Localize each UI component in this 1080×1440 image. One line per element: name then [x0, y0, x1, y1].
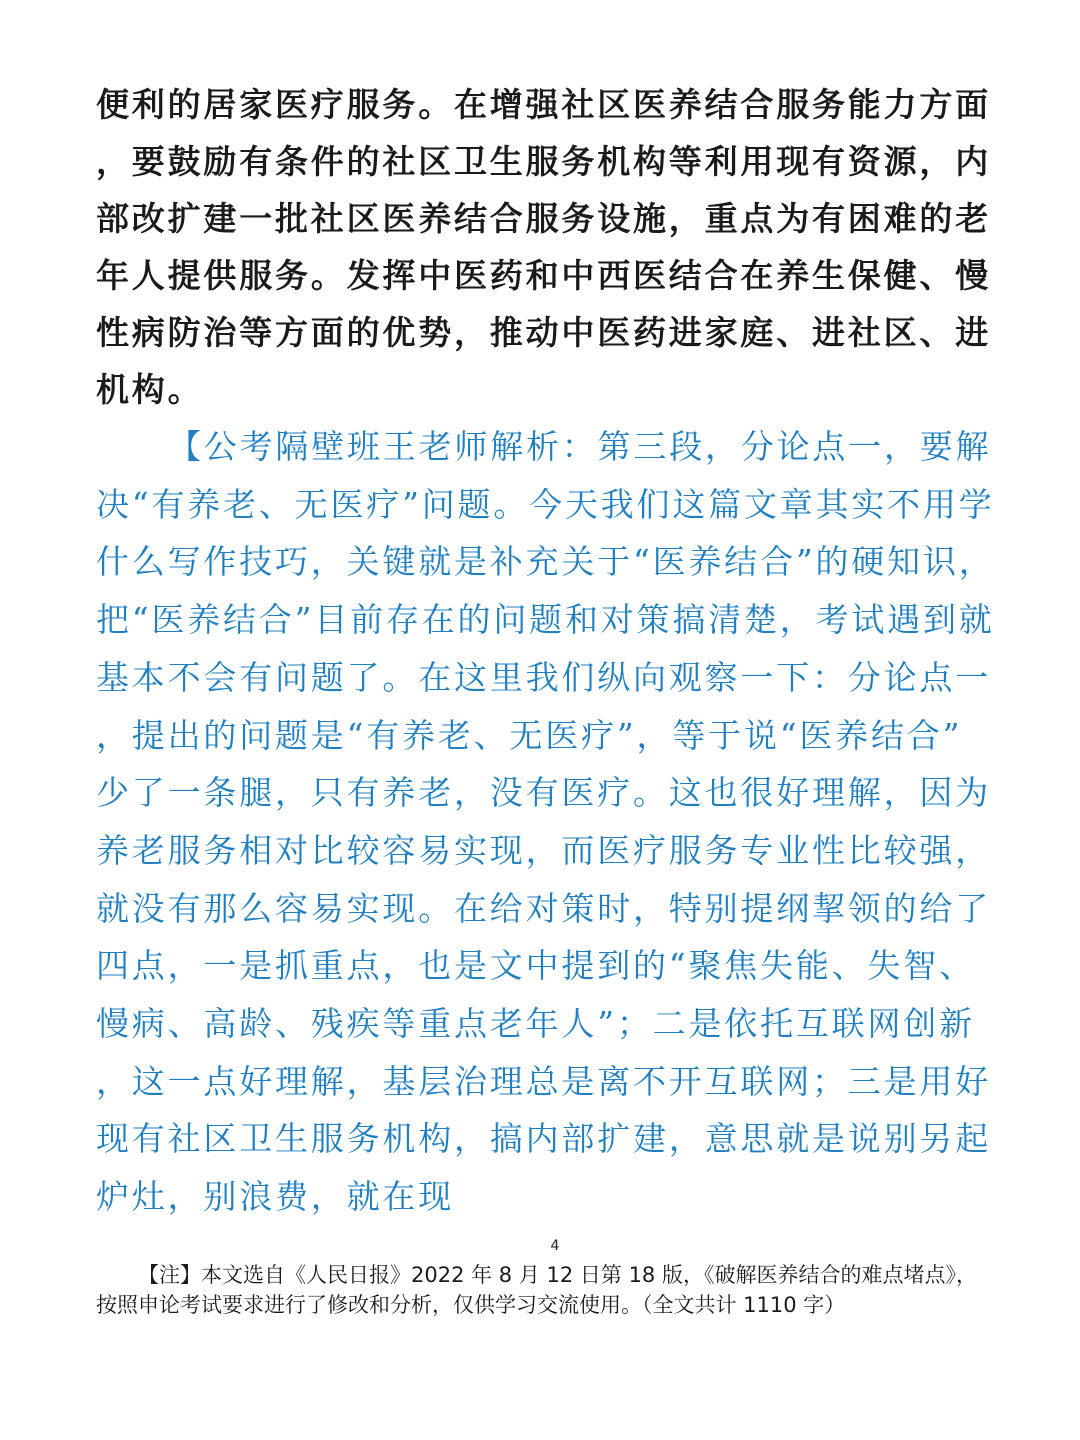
footnote: 【注】本文选自《人民日报》2022 年 8 月 12 日第 18 版，《破解医养结合的难点堵点》，按照申论考试要求进行了修改和分析，仅供学习交流使用。（全文共计 1110 字） [96, 1263, 977, 1317]
body-paragraph: 便利的居家医疗服务。在增强社区医养结合服务能力方面，要鼓励有条件的社区卫生服务机构等利用现有资源，内部改扩建一批社区医养结合服务设施，重点为有困难的老年人提供服务。发挥中医药和中西医结合在养生保健、慢性病防治等方面的优势，推动中医药进家庭、进社区、进机构。 [96, 85, 991, 409]
page-number: 4 [550, 1238, 560, 1254]
analysis-paragraph: 【公考隔壁班王老师解析：第三段，分论点一，要解决“有养老、无医疗”问题。今天我们这篇文章其实不用学什么写作技巧，关键就是补充关于“医养结合”的硬知识，把“医养结合”目前存在的问题和对策搞清楚，考试遇到就基本不会有问题了。在这里我们纵向观察一下：分论点一，提出的问题是“有养老、无医疗”，等于说“医养结合”少了一条腿，只有养老，没有医疗。这也很好理解，因为养老服务相对比较容易实现，而医疗服务专业性比较强，就没有那么容易实现。在给对策时，特别提纲挈领的给了四点，一是抓重点，也是文中提到的“聚焦失能、失智、慢病、高龄、残疾等重点老年人”；二是依托互联网创新，这一点好理解，基层治理总是离不开互联网；三是用好现有社区卫生服务机构，搞内部扩建，意思就是说别另起炉灶，别浪费，就在现 [96, 427, 995, 1217]
